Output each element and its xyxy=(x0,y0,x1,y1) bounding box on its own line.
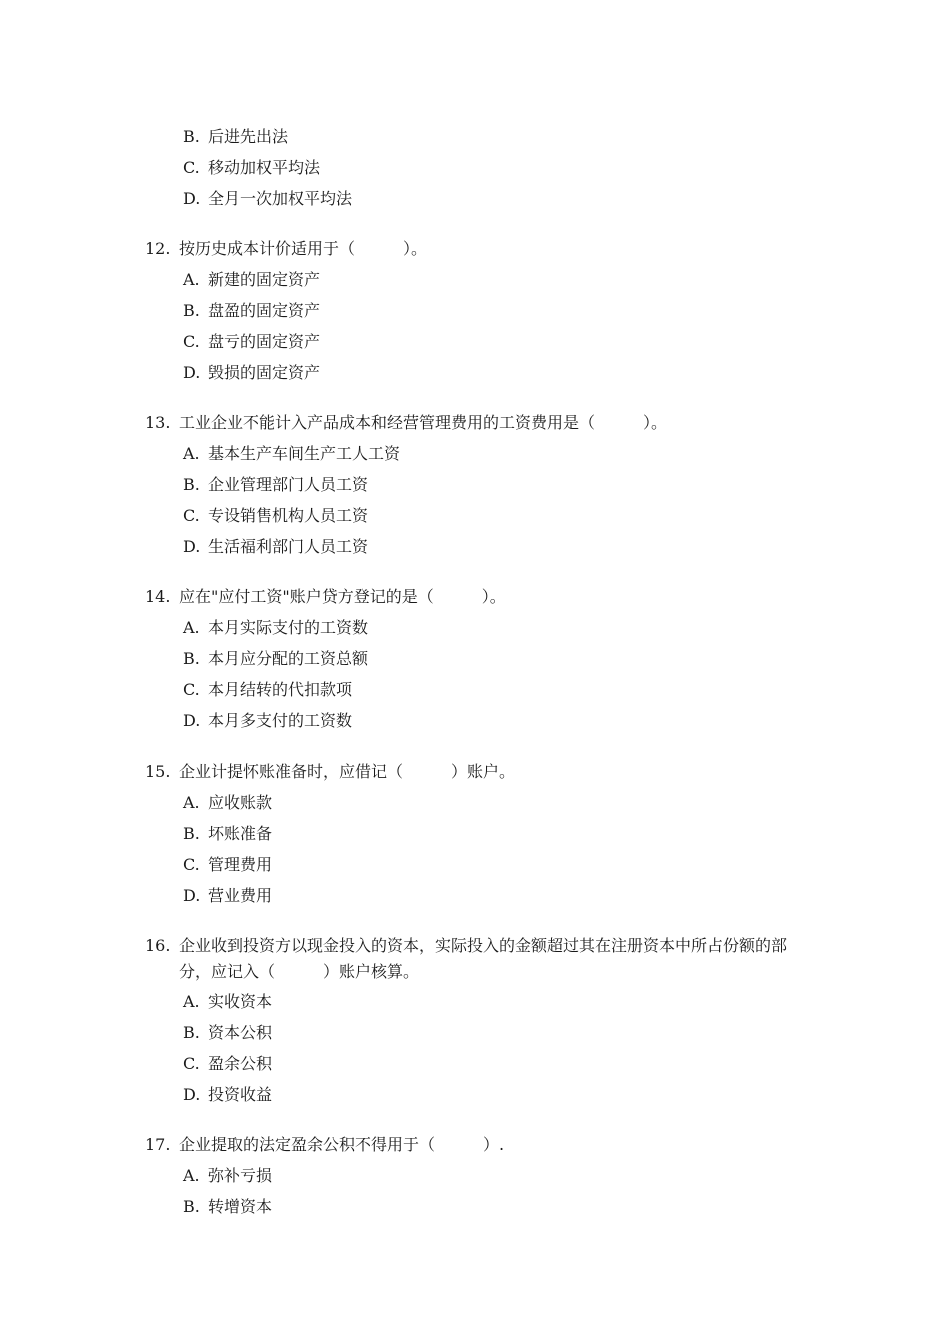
option-letter: B. xyxy=(183,824,200,843)
option-letter: B. xyxy=(183,301,200,320)
option-letter: A. xyxy=(183,992,200,1011)
option-letter: B. xyxy=(183,127,200,146)
option-text: 管理费用 xyxy=(208,855,273,874)
option-text: 本月应分配的工资总额 xyxy=(208,649,369,668)
option-text: 专设销售机构人员工资 xyxy=(208,506,369,525)
option-text: 毁损的固定资产 xyxy=(208,363,321,382)
option-letter: A. xyxy=(183,1166,200,1185)
question-text: 企业计提怀账准备时，应借记（ ）账户。 xyxy=(179,762,516,781)
option-letter: A. xyxy=(183,270,200,289)
option-text: 资本公积 xyxy=(208,1023,273,1042)
option-letter: B. xyxy=(183,475,200,494)
option-letter: D. xyxy=(183,537,201,556)
option-letter: C. xyxy=(183,1054,200,1073)
option-text: 全月一次加权平均法 xyxy=(208,189,353,208)
option-text: 投资收益 xyxy=(208,1085,273,1104)
option-text: 本月多支付的工资数 xyxy=(208,711,353,730)
option-text: 盘亏的固定资产 xyxy=(208,332,321,351)
option-text: 企业管理部门人员工资 xyxy=(208,475,369,494)
question-number: 17. xyxy=(145,1135,171,1154)
option-text: 转增资本 xyxy=(208,1197,273,1216)
option-letter: B. xyxy=(183,649,200,668)
option-letter: C. xyxy=(183,506,200,525)
option-text: 坏账准备 xyxy=(208,824,273,843)
option-letter: C. xyxy=(183,855,200,874)
question-number: 14. xyxy=(145,587,171,606)
question-number: 15. xyxy=(145,762,171,781)
question-number: 12. xyxy=(145,239,171,258)
option-text: 盘盈的固定资产 xyxy=(208,301,321,320)
option-letter: D. xyxy=(183,363,201,382)
option-letter: D. xyxy=(183,711,201,730)
question-text: 应在"应付工资"账户贷方登记的是（ ）。 xyxy=(179,587,506,606)
option-letter: B. xyxy=(183,1023,200,1042)
option-letter: C. xyxy=(183,158,200,177)
question-text: 按历史成本计价适用于（ ）。 xyxy=(179,239,428,258)
option-text: 实收资本 xyxy=(208,992,273,1011)
question-number: 13. xyxy=(145,413,171,432)
option-text: 盈余公积 xyxy=(208,1054,273,1073)
option-text: 本月实际支付的工资数 xyxy=(208,618,369,637)
option-text: 新建的固定资产 xyxy=(208,270,321,289)
option-text: 移动加权平均法 xyxy=(208,158,321,177)
question-text: 工业企业不能计入产品成本和经营管理费用的工资费用是（ ）。 xyxy=(179,413,668,432)
option-letter: D. xyxy=(183,1085,201,1104)
option-letter: D. xyxy=(183,189,201,208)
option-letter: D. xyxy=(183,886,201,905)
option-text: 弥补亏损 xyxy=(208,1166,273,1185)
option-letter: C. xyxy=(183,332,200,351)
option-letter: C. xyxy=(183,680,200,699)
option-text: 应收账款 xyxy=(208,793,273,812)
option-text: 营业费用 xyxy=(208,886,273,905)
question-text: 企业提取的法定盈余公积不得用于（ ）. xyxy=(179,1135,505,1154)
option-text: 后进先出法 xyxy=(208,127,289,146)
option-letter: A. xyxy=(183,793,200,812)
option-letter: B. xyxy=(183,1197,200,1216)
option-letter: A. xyxy=(183,618,200,637)
option-text: 生活福利部门人员工资 xyxy=(208,537,369,556)
option-text: 基本生产车间生产工人工资 xyxy=(208,444,401,463)
question-number: 16. xyxy=(145,936,171,955)
question-text: 企业收到投资方以现金投入的资本，实际投入的金额超过其在注册资本中所占份额的部分，应记入（ ）账户核算。 xyxy=(179,936,788,981)
option-text: 本月结转的代扣款项 xyxy=(208,680,353,699)
option-letter: A. xyxy=(183,444,200,463)
